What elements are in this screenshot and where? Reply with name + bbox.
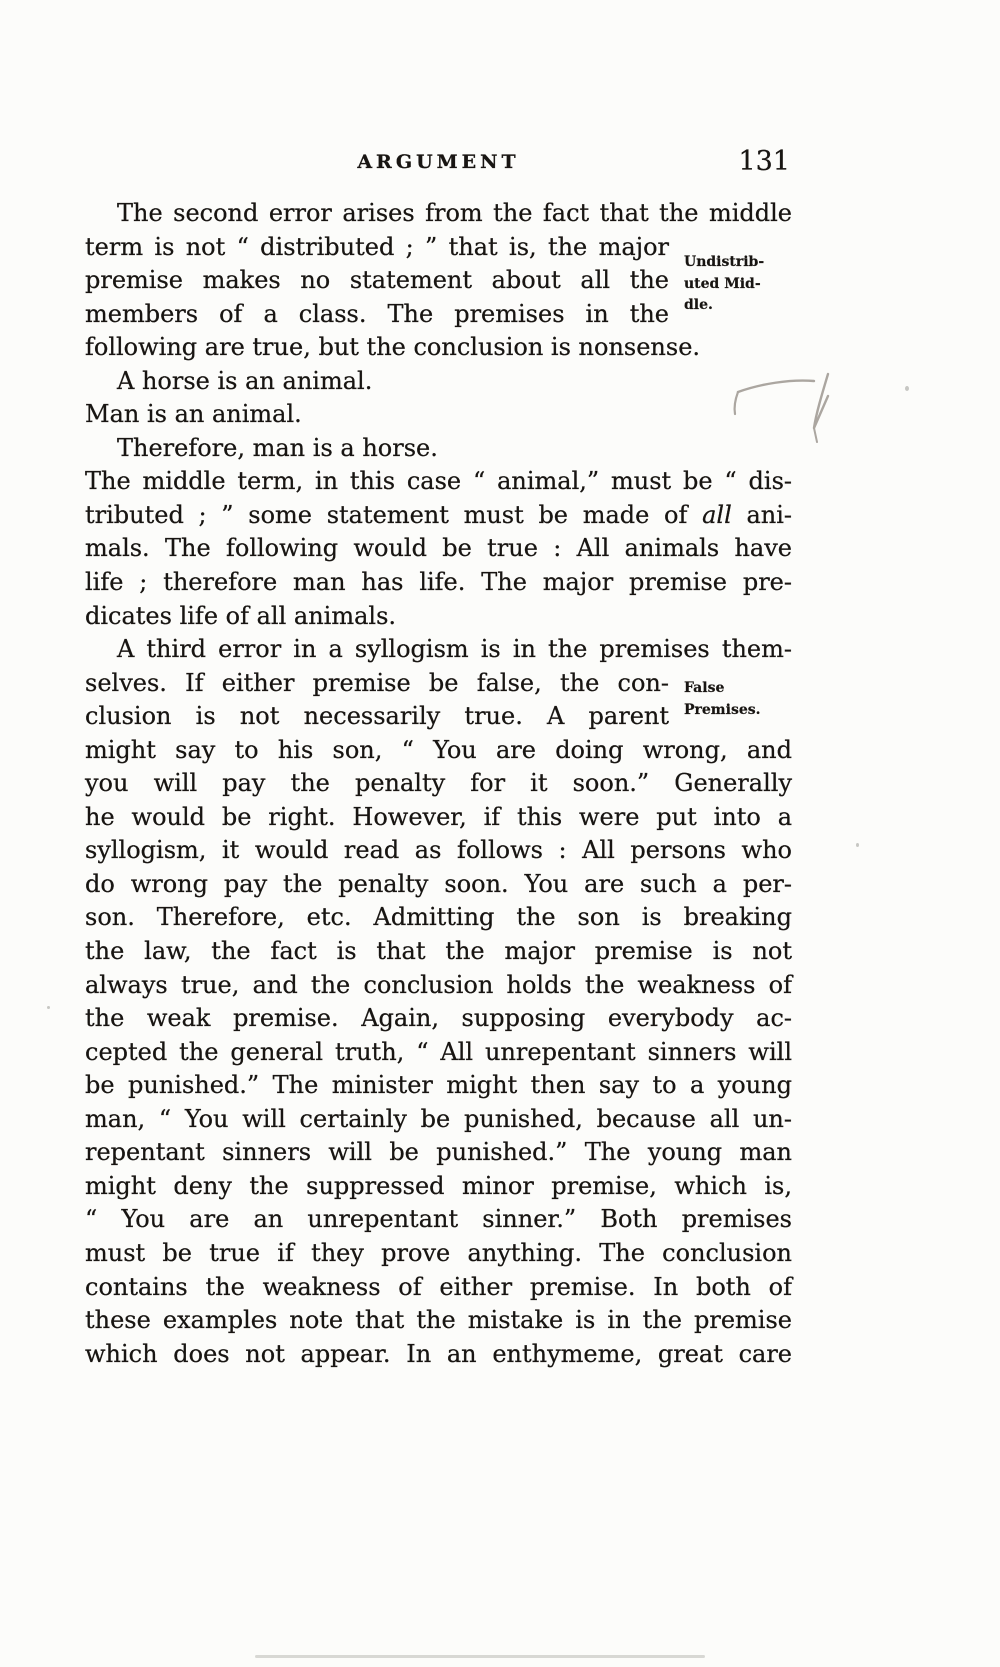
syllogism-line: A horse is an animal.: [117, 366, 373, 395]
text-line: the weak premise. Again, supposing everybody ac-: [85, 1004, 792, 1033]
text-line: [85, 499, 792, 533]
text-line: you will pay the penalty for it soon.” Generally: [85, 769, 792, 798]
margin-note-line: dle.: [684, 297, 713, 313]
scan-edge-smudge: [255, 1655, 705, 1658]
text-line: selves. If either premise be false, the con-: [85, 668, 669, 697]
scan-speck: [856, 843, 859, 847]
margin-note-undistributed-middle: [684, 252, 796, 317]
text-line: clusion is not necessarily true. A parent: [85, 702, 669, 731]
text-line: dicates life of all animals.: [85, 601, 397, 630]
page-number: 131: [738, 146, 790, 177]
margin-note-line: Undistrib-: [684, 254, 765, 270]
text-line: he would be right. However, if this were put into a: [85, 802, 792, 831]
text-line: The second error arises from the fact that the middle: [117, 199, 792, 227]
text-segment: ani-: [731, 500, 792, 529]
text-line: contains the weakness of either premise. In both of: [85, 1272, 792, 1301]
syllogism-line: Man is an animal.: [85, 400, 302, 429]
page-header: [85, 146, 792, 178]
text-line: A third error in a syllogism is in the premises them-: [117, 635, 792, 664]
text-line: The middle term, in this case “ animal,” must be “ dis-: [85, 467, 792, 496]
text-segment: tributed ; ” some statement must be made of: [85, 500, 703, 529]
text-line: syllogism, it would read as follows : All persons who: [85, 836, 792, 865]
scan-speck: [905, 386, 909, 391]
margin-note-line: Premises.: [684, 701, 761, 718]
text-line: repentant sinners will be punished.” The young man: [85, 1138, 792, 1167]
margin-note-false-premises: [684, 678, 796, 721]
text-line: son. Therefore, etc. Admitting the son is breaking: [85, 903, 792, 932]
italic-word: all: [702, 500, 732, 529]
pencil-mark-icon: [728, 370, 848, 450]
text-line: cepted the general truth, “ All unrepentant sinners will: [85, 1037, 792, 1066]
scan-speck: [47, 1006, 50, 1009]
text-line: premise makes no statement about all the: [85, 266, 669, 295]
text-line: must be true if they prove anything. The conclusion: [85, 1238, 792, 1267]
text-line: always true, and the conclusion holds the weakness of: [85, 970, 792, 999]
text-line: be punished.” The minister might then say to a young: [85, 1071, 792, 1100]
text-line: “ You are an unrepentant sinner.” Both premises: [85, 1205, 792, 1234]
text-line: term is not “ distributed ; ” that is, the major: [85, 232, 669, 261]
text-line: might deny the suppressed minor premise, which is,: [85, 1171, 792, 1200]
text-line: these examples note that the mistake is in the premise: [85, 1306, 792, 1335]
syllogism-line: Therefore, man is a horse.: [117, 433, 438, 462]
running-title: ARGUMENT: [357, 151, 520, 173]
text-line: the law, the fact is that the major premise is not: [85, 937, 792, 966]
text-line: do wrong pay the penalty soon. You are such a per-: [85, 869, 792, 898]
text-line: life ; therefore man has life. The major premise pre-: [85, 568, 792, 597]
text-line: man, “ You will certainly be punished, because all un-: [85, 1104, 792, 1133]
text-line: members of a class. The premises in the: [85, 299, 669, 328]
text-line: might say to his son, “ You are doing wrong, and: [85, 735, 792, 764]
body-text: [85, 197, 792, 1371]
margin-note-line: False: [684, 680, 725, 696]
margin-note-line: uted Mid-: [684, 275, 761, 292]
text-line: which does not appear. In an enthymeme, great care: [85, 1339, 792, 1368]
text-line: following are true, but the conclusion is nonsense.: [85, 333, 701, 362]
text-line: mals. The following would be true : All animals have: [85, 534, 792, 563]
